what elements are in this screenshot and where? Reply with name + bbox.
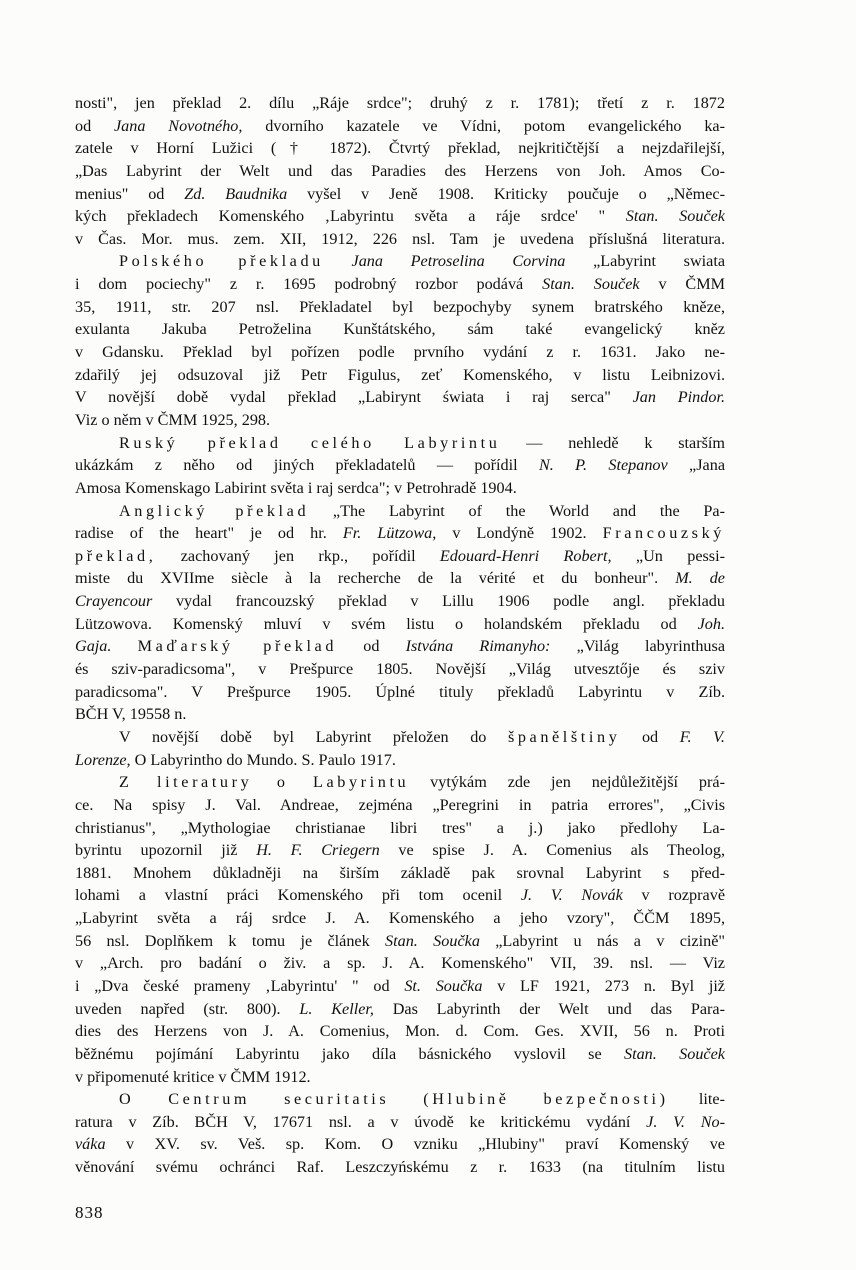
text-line [75,681,725,704]
text-line [75,1111,725,1134]
text-segment: 1881. Mnohem důkladněji na širším základě pak srovnal Labyrint s před- [75,863,725,882]
text-line [75,998,725,1021]
text-line [75,250,725,273]
text-segment: od [75,116,114,135]
italic-segment: N. P. Stepanov [538,456,668,475]
text-segment [324,252,352,270]
text-line [75,590,725,613]
text-line [75,160,725,183]
text-segment: v „Arch. pro badání o živ. a sp. J. A. Komenského" VII, 39. nsl. — Viz [75,954,725,973]
text-line [75,477,725,500]
spaced-segment: Francouzský [602,524,725,543]
spaced-segment: Z literatury o Labyrintu [119,773,410,792]
italic-segment: Edouard-Henri Robert, [439,546,612,565]
italic-segment: Jana Novotného, [114,116,243,135]
text-line [75,635,725,658]
text-line [75,115,725,138]
text-segment: v ČMM [639,275,725,294]
italic-segment: Stan. Souček [542,275,640,294]
text-segment: zachovaný jen rkp., pořídil [156,546,440,565]
text-line [75,341,725,364]
text-segment: „Labyrint u nás a v cizině" [479,931,725,950]
text-segment: V novější době vydal překlad „Labirynt świata i raj serca" [75,388,633,407]
text-segment: ukázkám z něho od jiných překladatelů — pořídil [75,456,539,475]
text-segment: od [620,727,680,746]
italic-segment: J. V. Novák [520,886,623,905]
text-segment: és sziv-paradicsoma", v Prešpurce 1805. Novější „Világ utvesztője és sziv [75,660,725,679]
spaced-segment: Polského překladu [119,252,324,271]
text-line [75,1088,725,1111]
text-segment: V novější době byl Labyrint přeložen do [119,727,508,746]
text-segment: exulanta Jakuba Petroželina Kunštátského, sám také evangelický kněz [75,320,725,339]
italic-segment: váka [75,1135,106,1154]
text-segment: dvorního kazatele ve Vídni, potom evangelického ka- [242,116,725,135]
spaced-segment: O Centrum securitatis (Hlubině bezpečnosti) [119,1090,669,1109]
page-number: 838 [75,1203,104,1222]
text-line [75,137,725,160]
text-line [75,205,725,228]
text-line [75,1043,725,1066]
text-segment: ve spise J. A. Comenius als Theolog, [379,841,725,860]
text-line [75,749,725,772]
italic-segment: Jana Petroselina Corvina [351,252,566,271]
text-line [75,296,725,319]
text-line [75,1156,725,1179]
text-line [75,884,725,907]
text-segment: zatele v Horní Lužici († 1872). Čtvrtý překlad, nejkritičtější a nejzdařilejší, [75,139,725,158]
text-segment: dies des Herzens von J. A. Comenius, Mon. d. Com. Ges. XVII, 56 n. Proti [75,1022,725,1041]
text-line [75,522,725,545]
text-line [75,794,725,817]
text-line [75,454,725,477]
text-segment: „Jana [667,456,725,475]
text-segment: Das Labyrinth der Welt und das Para- [373,999,725,1018]
text-segment: lite- [668,1090,725,1109]
text-line [75,975,725,998]
text-segment: i dom pociechy" z r. 1695 podrobný rozbor podává [75,275,543,294]
text-line [75,183,725,206]
text-segment: Lützowova. Komenský mluví v svém listu o holandském překladu od [75,614,698,633]
spaced-segment: Ruský překlad celého Labyrintu [119,433,501,452]
text-line [75,545,725,568]
text-segment: „The Labyrint of the World and the Pa- [309,501,725,520]
text-segment: christianus", „Mythologiae christianae libri tres" a j.) jako předlohy La- [75,818,725,837]
text-segment: ce. Na spisy J. Val. Andreae, zejména „Peregrini in patria errores", „Civis [75,795,725,814]
text-segment: O Labyrintho do Mundo. S. Paulo 1917. [130,750,396,769]
italic-segment: Stan. Souček [624,1044,725,1063]
text-line [75,907,725,930]
italic-segment: Stan. Součka [385,931,480,950]
text-segment: „Labyrint světa a ráj srdce J. A. Komenského a jeho vzory", ČČM 1895, [75,909,725,928]
text-line [75,1020,725,1043]
text-segment: v Londýně 1902. [436,524,603,543]
text-segment: kých překladech Komenského ‚Labyrintu světa a ráje srdce' " [75,207,626,226]
text-segment: ratura v Zíb. BČH V, 17671 nsl. a v úvodě ke kritickému vydání [75,1112,647,1131]
text-line [75,930,725,953]
text-line [75,386,725,409]
text-line [75,92,725,115]
italic-segment: Crayencour [75,592,153,611]
text-segment: menius" od [75,184,185,203]
text-segment: vyšel v Jeně 1908. Kriticky poučuje o „Němec- [287,184,725,203]
text-line [75,273,725,296]
text-line [75,839,725,862]
italic-segment: L. Keller, [299,999,374,1018]
text-line [75,817,725,840]
italic-segment: Joh. [697,614,725,633]
text-line [75,613,725,636]
spaced-segment: překlad, [75,546,157,565]
text-segment: miste du XVIIme siècle à la recherche de la vérité et du bonheur". [75,569,676,588]
text-segment: „Un pessi- [611,546,725,565]
text-line [75,1133,725,1156]
spaced-segment: Anglický překlad [119,501,310,520]
text-segment: běžnému pojímání Labyrintu jako díla básnického vyslovil se [75,1044,624,1063]
text-segment: vytýkám zde jen nejdůležitější prá- [409,773,725,792]
text-segment: nosti", jen překlad 2. dílu „Ráje srdce"; druhý z r. 1781); třetí z r. 1872 [75,94,725,112]
text-line [75,318,725,341]
italic-segment: Jan Pindor. [632,388,725,407]
text-line [75,862,725,885]
text-segment [111,637,137,655]
text-line [75,726,725,749]
italic-segment: Istvána Rimanyho: [405,637,551,656]
text-line [75,432,725,455]
italic-segment: Gaja. [75,637,112,656]
text-line [75,771,725,794]
text-segment: „Das Labyrint der Welt und das Paradies des Herzens von Joh. Amos Co- [75,161,725,180]
text-line [75,567,725,590]
text-segment: v Čas. Mor. mus. zem. XII, 1912, 226 nsl. Tam je uvedena příslušná literatura. [75,229,725,248]
text-segment: byrintu upozornil již [75,841,257,860]
text-segment: — nehledě k starším [500,433,725,452]
text-line [75,658,725,681]
text-segment: paradicsoma". V Prešpurce 1905. Úplné tituly překladů Labyrintu v Zíb. [75,682,725,701]
italic-segment: J. V. No- [646,1112,725,1131]
italic-segment: H. F. Criegern [256,841,380,860]
text-segment: v Gdansku. Překlad byl pořízen podle prvního vydání z r. 1631. Jako ne- [75,343,725,362]
text-segment: BČH V, 19558 n. [75,705,187,724]
text-segment: věnování svému ochránci Raf. Leszczyńskému z r. 1633 (na titulním listu [75,1158,725,1177]
italic-segment: Lorenze, [75,750,131,769]
text-line [75,952,725,975]
text-line [75,364,725,387]
spaced-segment: španělštiny [507,727,621,746]
text-line [75,1066,725,1089]
text-line [75,703,725,726]
italic-segment: M. de [675,569,725,588]
text-segment: v rozpravě [622,886,725,905]
spaced-segment: Maďarský překlad [137,637,338,656]
italic-segment: St. Součka [404,976,483,995]
text-segment: radise of the heart" je od hr. [75,524,343,543]
italic-segment: Stan. Souček [625,207,725,226]
text-segment: „Világ labyrinthusa [550,637,725,656]
text-segment: od [337,637,406,656]
text-segment: i „Dva české prameny ‚Labyrintu' " od [75,976,405,995]
text-segment: lohami a vlastní práci Komenského při tom ocenil [75,886,521,905]
text-line [75,500,725,523]
italic-segment: Zd. Baudnika [184,184,288,203]
text-segment: v LF 1921, 273 n. Byl již [482,976,725,995]
text-line [75,409,725,432]
text-segment: Amosa Komenskago Labirint světa i raj serdca"; v Petrohradě 1904. [75,478,517,497]
text-segment: v XV. sv. Veš. sp. Kom. O vzniku „Hlubiny" praví Komenský ve [105,1135,725,1154]
italic-segment: F. V. [679,727,725,746]
text-segment: v připomenuté kritice v ČMM 1912. [75,1067,311,1086]
text-segment: „Labyrint swiata [565,252,725,271]
text-segment: Viz o něm v ČMM 1925, 298. [75,410,271,429]
text-segment: uveden napřed (str. 800). [75,999,300,1018]
italic-segment: Fr. Lützowa, [342,524,437,543]
text-segment: 35, 1911, str. 207 nsl. Překladatel byl bezpochyby synem bratrského kněze, [75,297,725,316]
body-text [75,92,725,1179]
text-line [75,228,725,251]
text-segment: zdařilý jej odsuzoval již Petr Figulus, zeť Komenského, v listu Leibnizovi. [75,365,725,384]
text-segment: vydal francouzský překlad v Lillu 1906 podle angl. překladu [152,592,725,611]
text-segment: 56 nsl. Doplňkem k tomu je článek [75,931,386,950]
